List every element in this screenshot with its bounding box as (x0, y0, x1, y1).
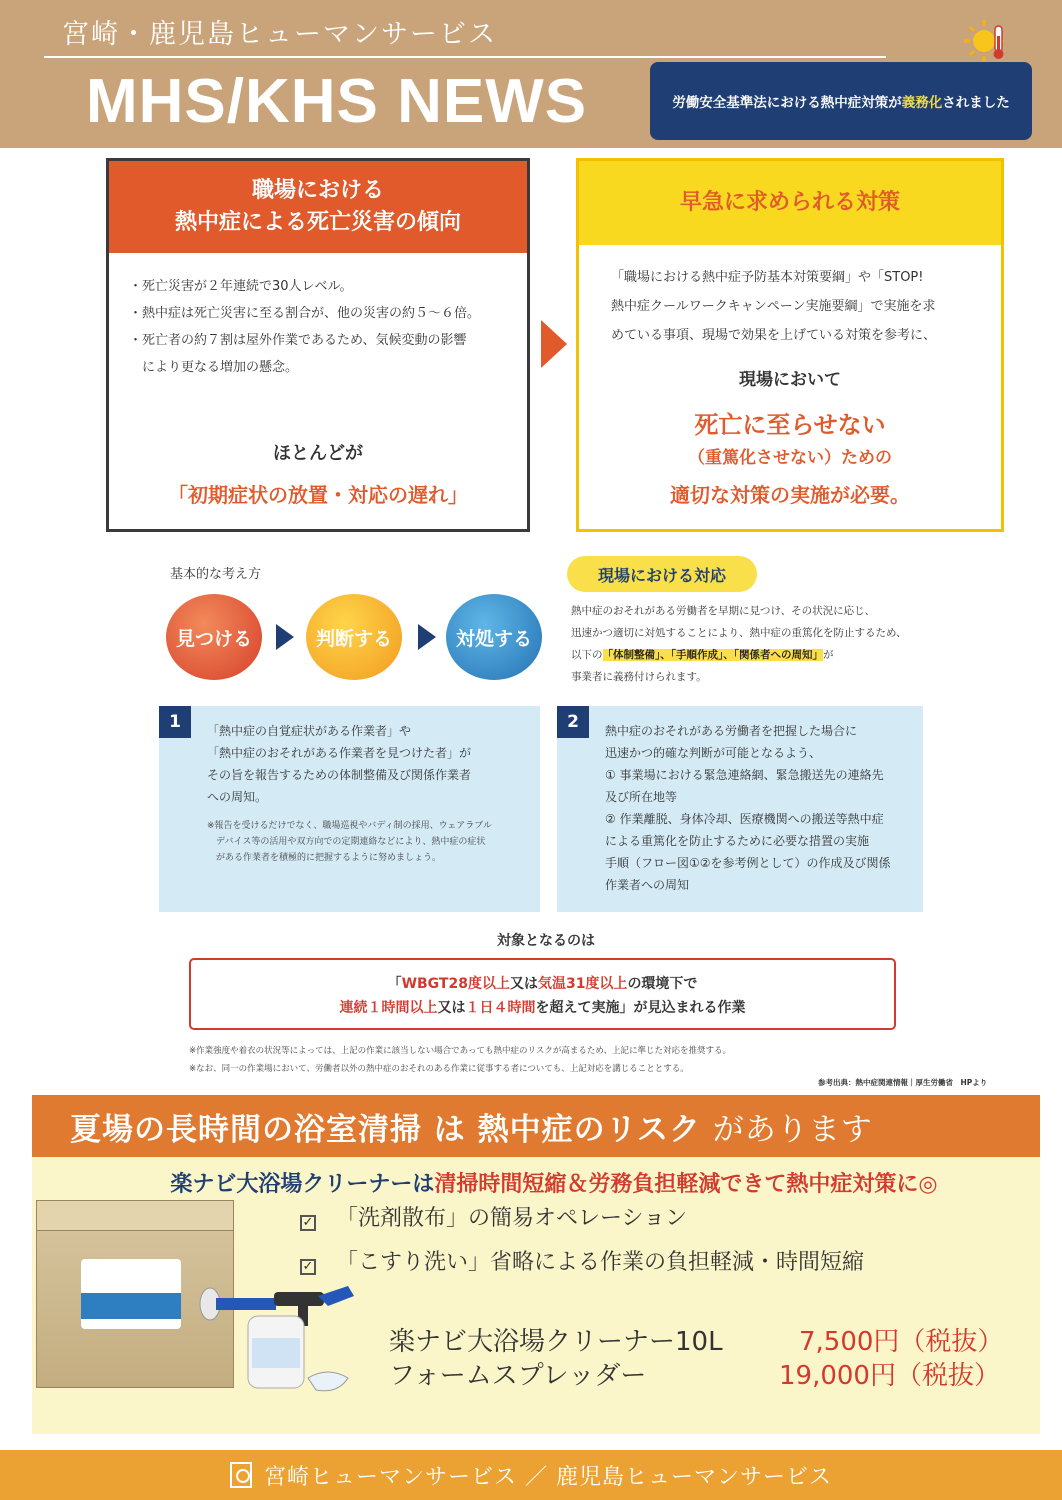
footer-text: 宮崎ヒューマンサービス ／ 鹿児島ヒューマンサービス (264, 1464, 832, 1490)
target-text: 「 (387, 976, 402, 992)
field-line (571, 644, 991, 666)
target-line-1 (191, 972, 894, 996)
field-line: 迅速かつ適切に対処することにより、熱中症の重篤化を防止するため、 (571, 627, 907, 639)
footnote: ※なお、同一の作業場において、労働者以外の熱中症のおそれのある作業に従事する者についても、上記対応を講じることとする。 (189, 1064, 689, 1074)
product-price: 7,500円（税抜） (799, 1327, 1004, 1357)
footnotes (189, 1042, 949, 1078)
footer (0, 1450, 1062, 1500)
death-trend-title-line2: 熱中症による死亡災害の傾向 (174, 210, 461, 235)
banner-bold: 夏場の長時間の浴室清掃 は 熱中症のリスク (70, 1111, 701, 1148)
panel-line: ② 作業離脱、身体冷却、医療機関への搬送等熱中症 (605, 812, 884, 826)
panel-line: 及び所在地等 (605, 790, 678, 804)
panel-line: その旨を報告するための体制整備及び関係作業者 (207, 768, 472, 782)
paragraph-line: 熱中症クールワークキャンペーン実施要綱」で実施を求 (611, 299, 936, 314)
panel-text (605, 720, 913, 896)
box-label-band (81, 1293, 181, 1319)
step-arrow-icon (418, 624, 436, 650)
foam-spreader-image (198, 1282, 368, 1402)
death-trend-box (106, 158, 530, 532)
panel-line: 熱中症のおそれがある労働者を把握した場合に (605, 724, 858, 738)
panel-line: 手順（フロー図①②を参考例として）の作成及び関係 (605, 856, 891, 870)
list-item: により更なる増加の懸念。 (129, 360, 299, 375)
panel-number: 2 (557, 706, 589, 738)
badge-text-post: されました (942, 95, 1010, 111)
target-text: の環境下で (627, 976, 698, 992)
target-text: 又は (437, 1000, 466, 1016)
feature-text: 「こすり洗い」省略による作業の負担軽減・時間短縮 (336, 1250, 865, 1275)
step-arrow-icon (276, 624, 294, 650)
panel-line: ① 事業場における緊急連絡網、緊急搬送先の連絡先 (605, 768, 884, 782)
panel-procedure (557, 706, 923, 912)
step-judge: 判断する (306, 594, 402, 680)
target-text: 又は (509, 976, 538, 992)
footnote: ※作業強度や着衣の状況等によっては、上記の作業に該当しない場合であっても熱中症のリスクが高まるため、上記に準じた対応を推奨する。 (189, 1046, 732, 1056)
company-name: 宮崎・鹿児島ヒューマンサービス (62, 19, 497, 50)
badge-text-highlight: 義務化 (901, 95, 943, 111)
target-temp: 気温31度以上 (537, 976, 628, 992)
prevent-death-text: 死亡に至らせない (694, 411, 886, 439)
field-response-text (571, 600, 991, 688)
header-badge (650, 62, 1032, 140)
panel-text (207, 720, 530, 808)
source-citation: 参考出典：熱中症関連情報｜厚生労働省 HPより (818, 1078, 988, 1087)
panel-line: への周知。 (207, 790, 268, 804)
step-respond: 対処する (446, 594, 542, 680)
header-divider (44, 56, 886, 58)
newsletter-title: MHS/KHS NEWS (86, 67, 588, 136)
checkbox-icon: ✓ (300, 1259, 316, 1275)
field-line-post: が (823, 649, 834, 661)
risk-banner (32, 1095, 1040, 1157)
mostly-text: ほとんどが (273, 443, 363, 464)
death-trend-title-line1: 職場における (251, 178, 384, 203)
list-item: ・死亡者の約７割は屋外作業であるため、気候変動の影響 (129, 333, 467, 348)
panel-line: 「熱中症の自覚症状がある作業者」や (207, 724, 412, 738)
company-logo-icon (230, 1462, 252, 1488)
feature-text: 「洗剤散布」の簡易オペレーション (336, 1206, 688, 1231)
product-name: 楽ナビ大浴場クリーナー10L (389, 1327, 723, 1357)
list-item: ・死亡災害が２年連続で30人レベル。 (129, 279, 353, 294)
feature-spraying (300, 1201, 687, 1232)
list-item: ・熱中症は死亡災害に至る割合が、他の災害の約５～６倍。 (129, 306, 481, 321)
product-headline-red: 清掃時間短縮＆労務負担軽減できて熱中症対策に◎ (434, 1172, 938, 1197)
death-trend-list (109, 253, 527, 381)
target-text: を超えて実施」が見込まれる作業 (535, 1000, 746, 1016)
urgent-measures-box (576, 158, 1004, 532)
product-price: 19,000円（税抜） (779, 1361, 1000, 1391)
panel-reporting-system (159, 706, 540, 912)
panel-line: 「熱中症のおそれがある作業者を見つけた者」が (207, 746, 472, 760)
note-line: デバイス等の活用や双方向での定期連絡などにより、熱中症の症状 (207, 837, 486, 847)
checkbox-icon: ✓ (300, 1215, 316, 1231)
death-trend-heading (109, 161, 527, 253)
step-find: 見つける (166, 594, 262, 680)
field-line-pre: 以下の (571, 649, 603, 661)
panel-line: による重篤化を防止するために必要な措置の実施 (605, 834, 870, 848)
feature-no-scrubbing (300, 1245, 864, 1276)
price-row-spreader (389, 1355, 1000, 1392)
paragraph-line: めている事項、現場で効果を上げている対策を参考に、 (611, 328, 937, 343)
note-line: がある作業者を積極的に把握するように努めましょう。 (207, 853, 442, 863)
field-line-highlight: 「体制整備」、「手順作成」、「関係者への周知」 (602, 649, 823, 661)
panel-line: 作業者への周知 (605, 878, 690, 892)
product-headline (32, 1167, 1040, 1198)
urgent-measures-heading: 早急に求められる対策 (579, 161, 1001, 245)
target-line-2 (191, 996, 894, 1020)
target-label: 対象となるのは (497, 933, 595, 949)
price-row-cleaner (389, 1321, 1004, 1358)
field-line: 熱中症のおそれがある労働者を早期に見つけ、その状況に応じ、 (571, 605, 876, 617)
target-daily: １日４時間 (465, 1000, 536, 1016)
approach-label: 基本的な考え方 (170, 567, 262, 582)
banner-light: があります (712, 1111, 873, 1148)
initial-symptom-delay-text: 「初期症状の放置・対応の遅れ」 (168, 483, 468, 507)
prevent-severity-text: （重篤化させない）ための (688, 448, 892, 468)
product-name: フォームスプレッダー (389, 1361, 647, 1391)
target-conditions-box (189, 958, 896, 1030)
note-line: ※報告を受けるだけでなく、職場巡視やバディ制の採用、ウェアラブル (207, 821, 492, 831)
on-site-text: 現場において (739, 370, 841, 390)
badge-text-pre: 労働安全基準法における熱中症対策が (672, 95, 902, 111)
target-wbgt: WBGT28度以上 (401, 976, 510, 992)
box-lid (37, 1201, 233, 1231)
paragraph-line: 「職場における熱中症予防基本対策要綱」や「STOP! (611, 270, 924, 285)
panel-note (207, 818, 524, 866)
field-line: 事業者に義務付けられます。 (571, 671, 707, 683)
product-headline-pre: 楽ナビ大浴場クリーナーは (170, 1172, 435, 1197)
panel-number: 1 (159, 706, 191, 738)
urgent-measures-paragraph (579, 245, 1001, 350)
field-response-badge: 現場における対応 (567, 556, 757, 592)
proper-measures-text: 適切な対策の実施が必要。 (670, 483, 910, 507)
sun-thermometer-icon (962, 18, 1012, 66)
header (0, 0, 1062, 148)
panel-line: 迅速かつ的確な判断が可能となるよう、 (605, 746, 822, 760)
arrow-right-icon (541, 320, 567, 368)
target-continuous: 連続１時間以上 (339, 1000, 438, 1016)
